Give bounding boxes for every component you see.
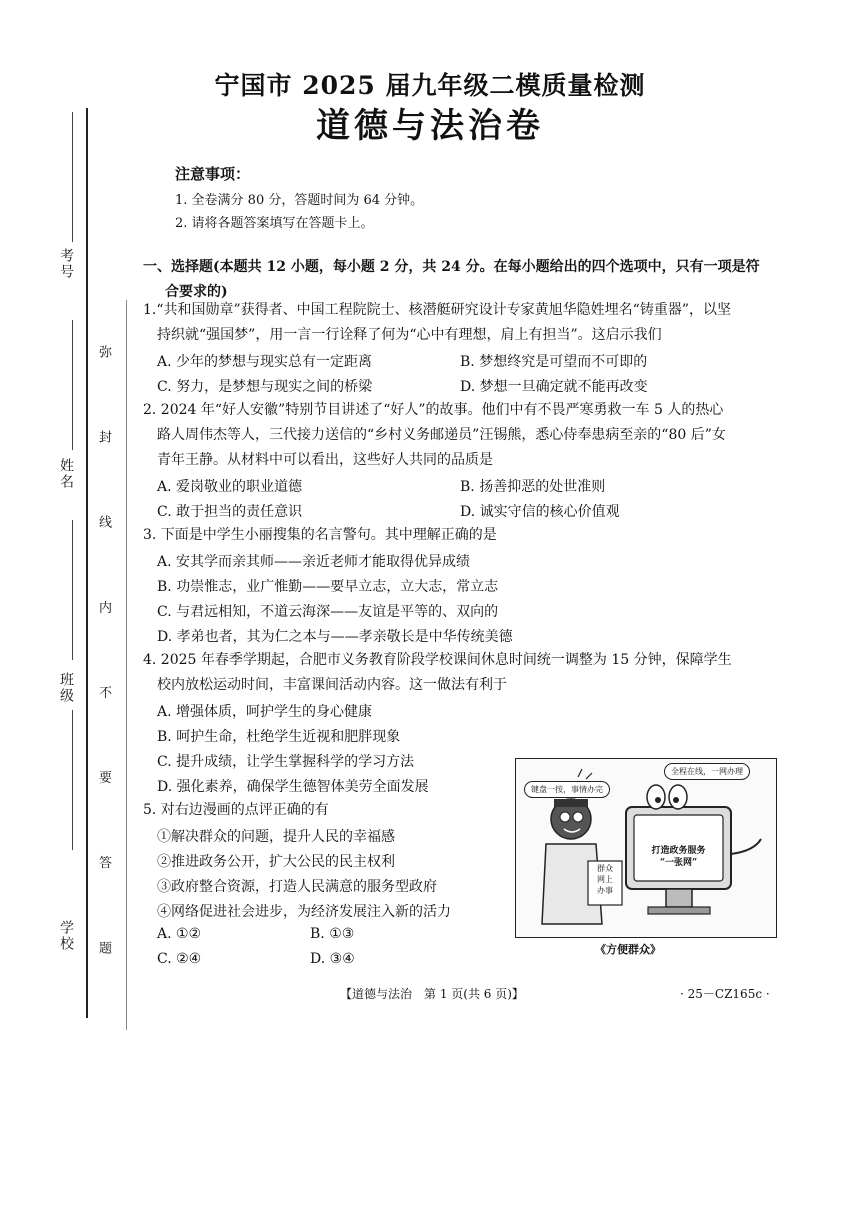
question-text-line: 4. 2025 年春季学期起，合肥市义务教育阶段学校课间休息时间统一调整为 15 分钟，保障学生 bbox=[143, 652, 732, 668]
option-c[interactable]: C. 与君远相知，不道云海深——友谊是平等的、双向的 bbox=[157, 604, 499, 620]
screen-text-line: 打造政务服务 bbox=[651, 846, 706, 856]
statement-1: ①解决群众的问题，提升人民的幸福感 bbox=[157, 829, 395, 845]
sign-text-line: 办事 bbox=[597, 886, 613, 895]
statement-3: ③政府整合资源，打造人民满意的服务型政府 bbox=[157, 879, 437, 895]
question-4 bbox=[143, 648, 793, 698]
notice-item: 2. 请将各题答案填写在答题卡上。 bbox=[175, 216, 374, 231]
sign-text bbox=[589, 863, 621, 896]
option-a[interactable]: A. 少年的梦想与现实总有一定距离 bbox=[157, 354, 373, 370]
cartoon-illustration bbox=[515, 758, 777, 938]
option-c[interactable]: C. 努力，是梦想与现实之间的桥梁 bbox=[157, 379, 373, 395]
exam-number-label: 考号 bbox=[58, 248, 74, 280]
option-c[interactable]: C. ②④ bbox=[157, 951, 202, 967]
section-heading-line: 一、选择题(本题共 12 小题，每小题 2 分，共 24 分。在每小题给出的四个选项中，只有一项是符 bbox=[143, 259, 760, 275]
class-underline bbox=[72, 520, 73, 660]
subject-title: 道德与法治卷 bbox=[316, 106, 544, 146]
exam-code: · 25－CZ165c · bbox=[680, 987, 770, 1001]
sign-text-line: 网上 bbox=[597, 875, 613, 884]
question-5 bbox=[143, 798, 503, 823]
exam-title: 宁国市 2025 届九年级二模质量检测 bbox=[214, 71, 646, 100]
question-text-line: 持织就“强国梦”，用一言一行诠释了何为“心中有理想，肩上有担当”。这启示我们 bbox=[157, 327, 662, 343]
option-b[interactable]: B. 扬善抑恶的处世准则 bbox=[460, 479, 606, 495]
question-2 bbox=[143, 398, 793, 473]
cartoon-caption: 《方便群众》 bbox=[595, 943, 661, 956]
option-d[interactable]: D. 孝弟也者，其为仁之本与——孝亲敬长是中华传统美德 bbox=[157, 629, 513, 645]
question-text-line: 2. 2024 年“好人安徽”特别节目讲述了“好人”的故事。他们中有不畏严寒勇救一车 5 人的热心 bbox=[143, 402, 724, 418]
school-underline bbox=[72, 710, 73, 850]
option-a[interactable]: A. ①② bbox=[157, 926, 202, 942]
option-c[interactable]: C. 提升成绩，让学生掌握科学的学习方法 bbox=[157, 754, 415, 770]
section-heading-line: 合要求的) bbox=[165, 284, 228, 300]
option-a[interactable]: A. 爱岗敬业的职业道德 bbox=[157, 479, 303, 495]
class-label: 班级 bbox=[58, 672, 74, 704]
option-d[interactable]: D. 诚实守信的核心价值观 bbox=[460, 504, 620, 520]
speech-bubble-left: 键盘一按，事情办完 bbox=[524, 781, 610, 798]
option-b[interactable]: B. ①③ bbox=[310, 926, 355, 942]
option-b[interactable]: B. 功崇惟志，业广惟勤——要早立志，立大志，常立志 bbox=[157, 579, 499, 595]
question-text-line: 路人周伟杰等人，三代接力送信的“乡村义务邮递员”汪锡熊，悉心侍奉患病至亲的“80 后”女 bbox=[157, 427, 726, 443]
option-b[interactable]: B. 呵护生命，杜绝学生近视和肥胖现象 bbox=[157, 729, 401, 745]
sign-text-line: 群众 bbox=[597, 864, 613, 873]
option-b[interactable]: B. 梦想终究是可望而不可即的 bbox=[460, 354, 648, 370]
page-label: 【道德与法治 第 1 页(共 6 页)】 bbox=[340, 987, 524, 1001]
screen-text bbox=[636, 845, 721, 869]
option-d[interactable]: D. 梦想一旦确定就不能再改变 bbox=[460, 379, 648, 395]
statement-2: ②推进政务公开，扩大公民的民主权利 bbox=[157, 854, 395, 870]
binding-line-inner bbox=[126, 300, 127, 1030]
name-label: 姓名 bbox=[58, 458, 74, 490]
question-3 bbox=[143, 523, 793, 548]
binding-line-outer bbox=[86, 108, 88, 1018]
question-1 bbox=[143, 298, 793, 348]
statement-4: ④网络促进社会进步，为经济发展注入新的活力 bbox=[157, 904, 451, 920]
option-a[interactable]: A. 安其学而亲其师——亲近老师才能取得优异成绩 bbox=[157, 554, 471, 570]
option-d[interactable]: D. 强化素养，确保学生德智体美劳全面发展 bbox=[157, 779, 429, 795]
question-text-line: 3. 下面是中学生小丽搜集的名言警句。其中理解正确的是 bbox=[143, 527, 497, 543]
speech-bubble-right: 全程在线，一网办理 bbox=[664, 763, 750, 780]
question-text-line: 1.“共和国勋章”获得者、中国工程院院士、核潜艇研究设计专家黄旭华隐姓埋名“铸重器”，以坚 bbox=[143, 302, 731, 318]
question-text-line: 青年王静。从材料中可以看出，这些好人共同的品质是 bbox=[157, 452, 493, 468]
option-d[interactable]: D. ③④ bbox=[310, 951, 355, 967]
question-text-line: 5. 对右边漫画的点评正确的有 bbox=[143, 802, 329, 818]
option-c[interactable]: C. 敢于担当的责任意识 bbox=[157, 504, 303, 520]
option-a[interactable]: A. 增强体质，呵护学生的身心健康 bbox=[157, 704, 373, 720]
notice-item: 1. 全卷满分 80 分，答题时间为 64 分钟。 bbox=[175, 193, 424, 208]
school-label: 学校 bbox=[58, 920, 74, 952]
name-underline bbox=[72, 320, 73, 450]
screen-text-line: “一张网” bbox=[659, 858, 698, 868]
question-text-line: 校内放松运动时间，丰富课间活动内容。这一做法有利于 bbox=[157, 677, 507, 693]
notice-title: 注意事项： bbox=[175, 165, 251, 183]
seal-line-text: 弥 封 线 内 不 要 答 题 bbox=[96, 345, 111, 988]
